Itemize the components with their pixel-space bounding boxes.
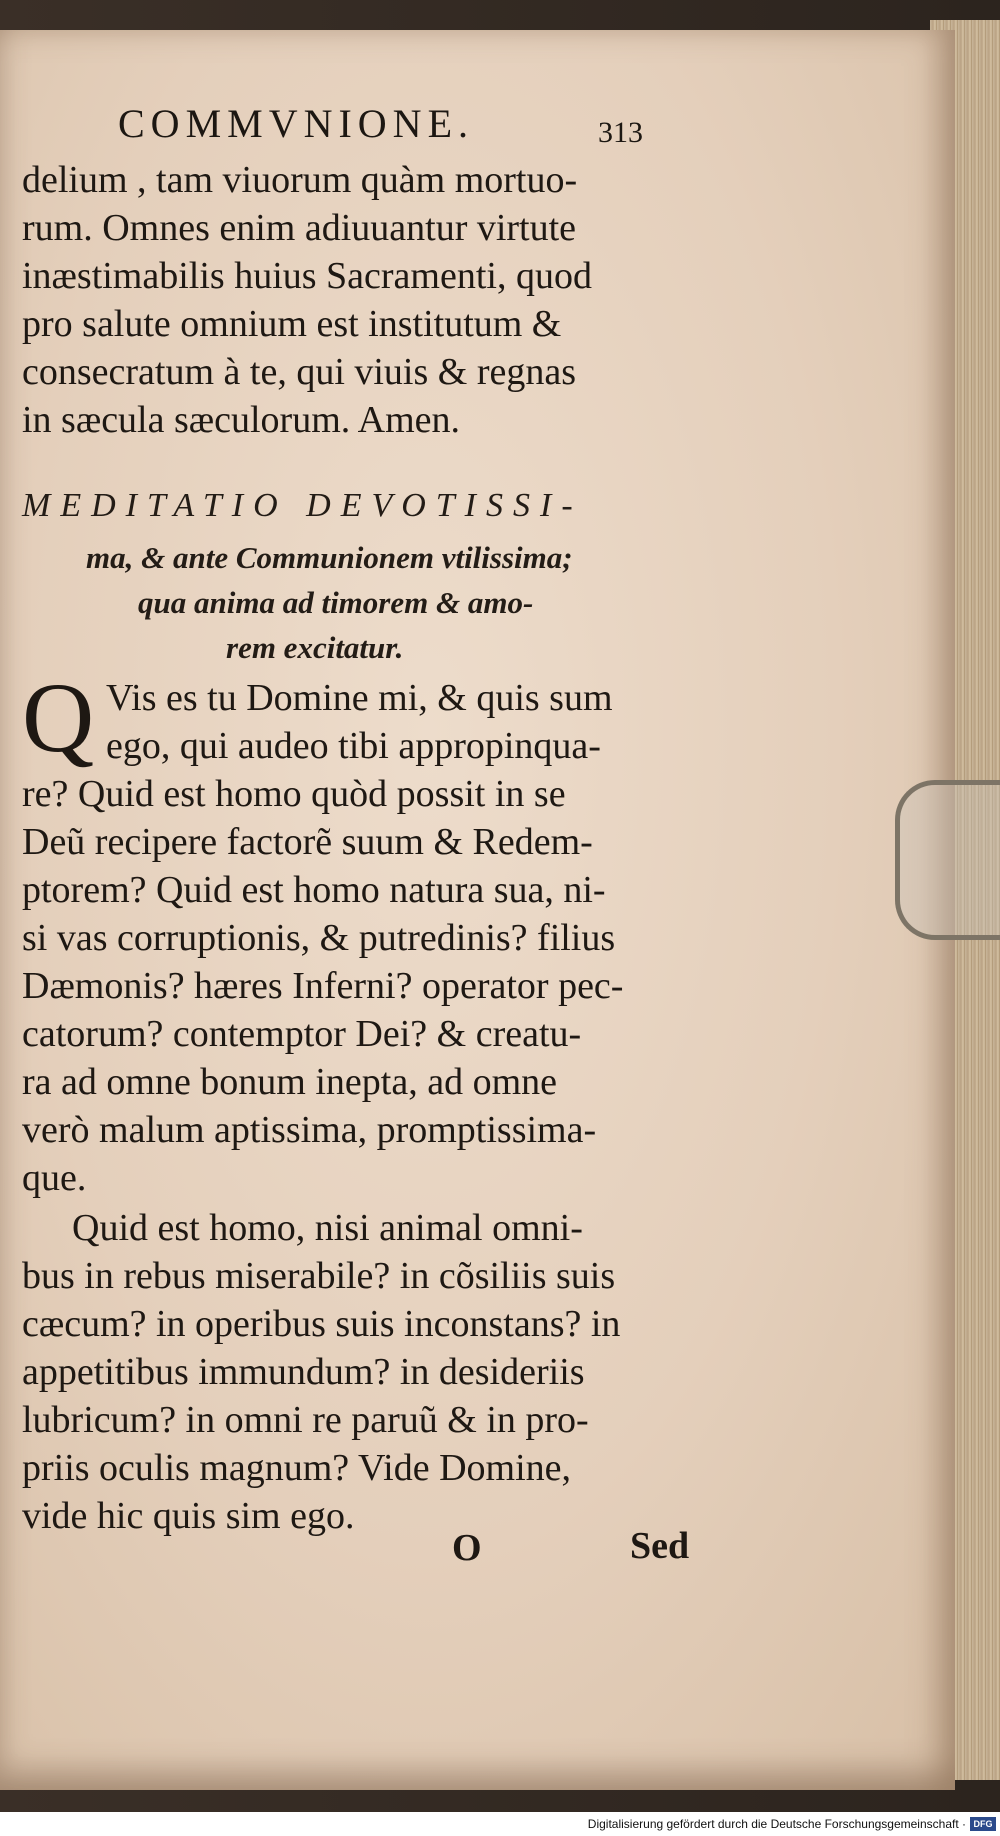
drop-cap: Q bbox=[22, 662, 95, 773]
text-line: cæcum? in operibus suis inconstans? in bbox=[22, 1303, 621, 1345]
dfg-logo-badge: DFG bbox=[970, 1817, 996, 1831]
text-line: consecratum à te, qui viuis & regnas bbox=[22, 351, 577, 393]
text-line: vide hic quis sim ego. bbox=[22, 1495, 355, 1537]
text-line: Dæmonis? hæres Inferni? operator pec- bbox=[22, 965, 624, 1007]
running-title: COMMVNIONE. bbox=[118, 101, 474, 146]
credit-bar bbox=[0, 1812, 1000, 1836]
catchword: Sed bbox=[630, 1525, 690, 1567]
text-line: catorum? contemptor Dei? & creatu- bbox=[22, 1013, 582, 1055]
text-line: verò malum aptissima, promptissima- bbox=[22, 1109, 597, 1151]
section-heading-line: rem excitatur. bbox=[226, 630, 404, 665]
text-line: ptorem? Quid est homo natura sua, ni- bbox=[22, 869, 606, 911]
text-line: re? Quid est homo quòd possit in se bbox=[22, 773, 566, 815]
text-line: inæstimabilis huius Sacramenti, quod bbox=[22, 255, 592, 297]
text-line: bus in rebus miserabile? in cõsiliis suis bbox=[22, 1255, 616, 1297]
section-heading-line: qua anima ad timorem & amo- bbox=[138, 585, 534, 620]
text-line: in sæcula sæculorum. Amen. bbox=[22, 399, 461, 441]
text-line: ego, qui audeo tibi appropinqua- bbox=[106, 725, 601, 767]
text-line: Vis es tu Domine mi, & quis sum bbox=[106, 677, 613, 719]
page-number: 313 bbox=[598, 116, 643, 149]
text-line: ra ad omne bonum inepta, ad omne bbox=[22, 1061, 558, 1103]
text-line: Quid est homo, nisi animal omni- bbox=[72, 1207, 583, 1249]
text-line: lubricum? in omni re paruũ & in pro- bbox=[22, 1399, 589, 1441]
credit-text: Digitalisierung gefördert durch die Deutsche Forschungsgemeinschaft · bbox=[587, 1817, 966, 1831]
text-line: appetitibus immundum? in desideriis bbox=[22, 1351, 585, 1393]
text-line: si vas corruptionis, & putredinis? filius bbox=[22, 917, 616, 959]
text-line: Deũ recipere factorẽ suum & Redem- bbox=[22, 821, 593, 863]
text-line: priis oculis magnum? Vide Domine, bbox=[22, 1447, 571, 1489]
text-line: delium , tam viuorum quàm mortuo- bbox=[22, 159, 578, 201]
text-line: pro salute omnium est institutum & bbox=[22, 303, 562, 345]
section-heading-line: ma, & ante Communionem vtilissima; bbox=[86, 540, 573, 575]
text-line: que. bbox=[22, 1157, 87, 1199]
signature-mark: O bbox=[452, 1527, 482, 1569]
text-line: rum. Omnes enim adiuuantur virtute bbox=[22, 207, 577, 249]
section-heading: MEDITATIO DEVOTISSI- bbox=[22, 487, 583, 524]
